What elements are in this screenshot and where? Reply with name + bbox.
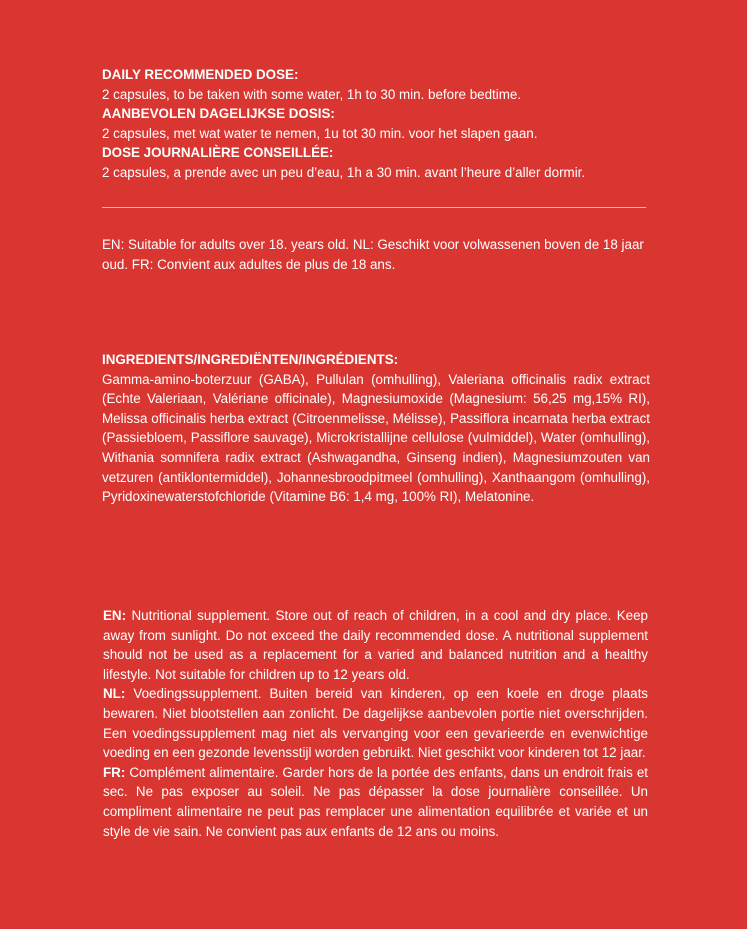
suitability-text: EN: Suitable for adults over 18. years old. NL: Geschikt voor volwassenen boven de 18 jaar oud. FR: Convient aux adultes de plus de 18 ans. <box>102 237 644 272</box>
warning-fr <box>103 763 648 841</box>
ingredients-section <box>102 350 650 507</box>
dose-text-nl: 2 capsules, met wat water te nemen, 1u tot 30 min. voor het slapen gaan. <box>102 125 538 141</box>
warning-label-nl: NL: <box>103 686 126 702</box>
dose-heading-nl: AANBEVOLEN DAGELIJKSE DOSIS: <box>102 106 335 122</box>
dose-text-fr: 2 capsules, a prende avec un peu d’eau, 1h a 30 min. avant l’heure d’aller dormir. <box>102 164 586 180</box>
warning-text-en: Nutritional supplement. Store out of reach of children, in a cool and dry place. Keep away from sunlight. Do not exceed the daily recommended dose. A nutritional supplement should not be used as a replacement for a varied and balanced nutrition and a healthy lifestyle. Not suitable for children up to 12 years old. <box>103 608 648 682</box>
ingredients-text: Gamma-amino-boterzuur (GABA), Pullulan (omhulling), Valeriana officinalis radix extract (Echte Valeriaan, Valériane officinale), Magnesiumoxide (Magnesium: 56,25 mg,15% RI), Melissa officinalis herba extract (Citroenmelisse, Mélisse), Passiflora incarnata herba extract (Passiebloem, Passiflore sauvage), Microkristallijne cellulose (vulmiddel), Water (omhulling), Withania somnifera radix extract (Ashwagandha, Ginseng indien), Magnesiumzouten van vetzuren (antiklontermiddel), Johannesbroodpitmeel (omhulling), Xanthaangom (omhulling), Pyridoxinewaterstofchloride (Vitamine B6: 1,4 mg, 100% RI), Melatonine. <box>102 371 650 505</box>
warning-en <box>103 606 648 684</box>
warning-nl <box>103 684 648 762</box>
suitability-section <box>102 235 650 274</box>
section-divider <box>102 207 646 208</box>
ingredients-heading: INGREDIENTS/INGREDIËNTEN/INGRÉDIENTS: <box>102 352 399 367</box>
dose-heading-en: DAILY RECOMMENDED DOSE: <box>102 67 299 82</box>
warnings-section <box>103 606 648 841</box>
warning-text-fr: Complément alimentaire. Garder hors de la portée des enfants, dans un endroit frais et sec. Ne pas exposer au soleil. Ne pas dépasser la dose journalière conseillée. Un compliment alimentaire ne peut pas remplacer une alimentation equilibrée et variée et un style de vie sain. Ne convient pas aux enfants de 12 ans ou moins. <box>103 764 648 839</box>
dose-heading-fr: DOSE JOURNALIÈRE CONSEILLÉE: <box>102 145 334 161</box>
warning-text-nl: Voedingssupplement. Buiten bereid van kinderen, op een koele en droge plaats bewaren. Niet blootstellen aan zonlicht. De dagelijkse aanbevolen portie niet overschrijden. Een voedingssupplement mag niet als vervanging voor een gevarieerde en evenwichtige voeding en een gezonde levensstijl worden gebruikt. Niet geschikt voor kinderen tot 12 jaar. <box>103 686 648 761</box>
warning-label-fr: FR: <box>103 764 126 780</box>
warning-label-en: EN: <box>103 608 127 623</box>
dosage-section <box>102 65 650 183</box>
dose-text-en: 2 capsules, to be taken with some water, 1h to 30 min. before bedtime. <box>102 86 522 102</box>
